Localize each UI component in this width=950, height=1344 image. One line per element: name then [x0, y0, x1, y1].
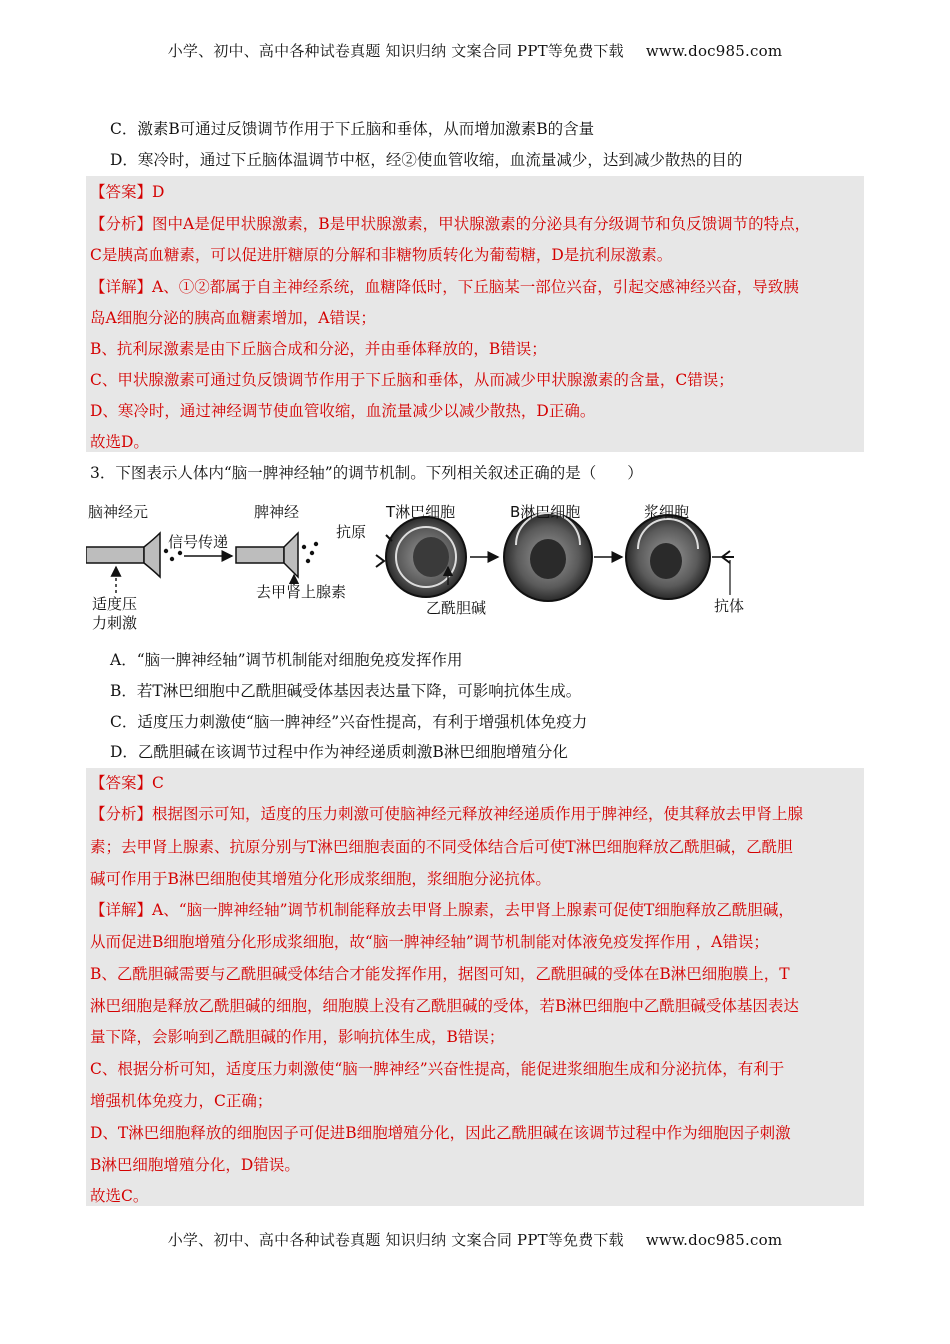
label-stimulus-1: 适度压: [92, 595, 138, 613]
vesicle-dot: [314, 542, 318, 546]
q2-analysis-line: C是胰高血糖素，可以促进肝糖原的分解和非糖物质转化为葡萄糖，D是抗利尿激素。: [90, 246, 673, 264]
page-header: [0, 40, 950, 61]
label-spleen-nerve: 脾神经: [254, 503, 300, 521]
q3-option-c: C．适度压力刺激使“脑一脾神经”兴奋性提高，有利于增强机体免疫力: [110, 713, 588, 731]
q2-analysis-line: 【分析】图中A是促甲状腺激素，B是甲状腺激素，甲状腺激素的分泌具有分级调节和负反馈调节的特点，: [90, 215, 811, 233]
vesicle-dot: [302, 545, 306, 549]
q3-option-b: B．若T淋巴细胞中乙酰胆碱受体基因表达量下降，可影响抗体生成。: [110, 682, 582, 700]
q3-analysis-line: 【分析】根据图示可知，适度的压力刺激可使脑神经元释放神经递质作用于脾神经，使其释放去甲肾上腺: [90, 805, 804, 823]
q3-detail-line: D、T淋巴细胞释放的细胞因子可促进B细胞增殖分化，因此乙酰胆碱在该调节过程中作为细胞因子刺激: [90, 1124, 791, 1142]
vesicle-dot: [310, 551, 314, 555]
q3-detail-line: 故选C。: [90, 1187, 149, 1205]
vesicle-dot: [178, 551, 182, 555]
q3-detail-line: 淋巴细胞是释放乙酰胆碱的细胞，细胞膜上没有乙酰胆碱的受体，若B淋巴细胞中乙酰胆碱受体基因表达: [90, 997, 799, 1015]
q2-detail-line: B、抗利尿激素是由下丘脑合成和分泌，并由垂体释放的，B错误；: [90, 340, 547, 358]
brain-neuron-shape: [86, 533, 160, 577]
q3-detail-line: 【详解】A、“脑一脾神经轴”调节机制能释放去甲肾上腺素，去甲肾上腺素可促使T细胞释放乙酰胆碱，: [90, 901, 794, 919]
q3-analysis-line: 碱可作用于B淋巴细胞使其增殖分化形成浆细胞，浆细胞分泌抗体。: [90, 870, 551, 888]
label-brain-neuron: 脑神经元: [88, 503, 149, 521]
q2-option-c: C．激素B可通过反馈调节作用于下丘脑和垂体，从而增加激素B的含量: [110, 120, 595, 138]
q3-detail-line: 增强机体免疫力，C正确；: [90, 1092, 273, 1110]
antibody-mark: [722, 551, 734, 563]
label-norepinephrine: 去甲肾上腺素: [256, 583, 347, 601]
q3-detail-line: 从而促进B细胞增殖分化形成浆细胞，故“脑一脾神经轴”调节机制能对体液免疫发挥作用 ，A错误；: [90, 933, 769, 951]
label-acetylcholine: 乙酰胆碱: [426, 599, 487, 617]
label-b-cell: B淋巴细胞: [510, 503, 581, 521]
label-signal: 信号传递: [168, 533, 229, 551]
q2-detail-line: 故选D。: [90, 433, 149, 451]
q2-option-d: D．寒冷时，通过下丘脑体温调节中枢，经②使血管收缩，血流量减少，达到减少散热的目的: [110, 151, 743, 169]
vesicle-dot: [170, 557, 174, 561]
q3-option-a: A．“脑一脾神经轴”调节机制能对细胞免疫发挥作用: [110, 651, 463, 669]
q2-detail-line: C、甲状腺激素可通过负反馈调节作用于下丘脑和垂体，从而减少甲状腺激素的含量，C错误；: [90, 371, 734, 389]
header-text: 小学、初中、高中各种试卷真题 知识归纳 文案合同 PPT等免费下载: [167, 42, 624, 60]
receptor-mark: [376, 555, 384, 567]
q2-answer: 【答案】D: [90, 183, 165, 201]
label-t-cell: T淋巴细胞: [386, 503, 456, 521]
spleen-nerve-shape: [236, 533, 298, 577]
label-antibody: 抗体: [714, 597, 745, 615]
q2-detail-line: 【详解】A、①②都属于自主神经系统，血糖降低时，下丘脑某一部位兴奋，引起交感神经兴奋，导致胰: [90, 278, 799, 296]
q3-analysis-line: 素；去甲肾上腺素、抗原分别与T淋巴细胞表面的不同受体结合后可使T淋巴细胞释放乙酰胆碱，乙酰胆: [90, 838, 793, 856]
q3-stem: 3．下图表示人体内“脑一脾神经轴”的调节机制。下列相关叙述正确的是（ ）: [90, 464, 643, 482]
q3-detail-line: 量下降，会影响到乙酰胆碱的作用，影响抗体生成，B错误；: [90, 1028, 505, 1046]
brain-spleen-axis-figure: [86, 495, 776, 635]
q3-detail-line: B淋巴细胞增殖分化，D错误。: [90, 1156, 300, 1174]
label-antigen: 抗原: [336, 523, 367, 541]
q3-answer: 【答案】C: [90, 774, 164, 792]
header-site: www.doc985.com: [645, 42, 783, 60]
label-plasma-cell: 浆细胞: [644, 503, 690, 521]
label-stimulus-2: 力刺激: [92, 614, 138, 632]
plasma-cell-shape: [626, 515, 710, 599]
q3-option-d: D．乙酰胆碱在该调节过程中作为神经递质刺激B淋巴细胞增殖分化: [110, 743, 568, 761]
t-cell-shape: [386, 517, 466, 597]
q3-detail-line: C、根据分析可知，适度压力刺激使“脑一脾神经”兴奋性提高，能促进浆细胞生成和分泌抗体，有利于: [90, 1060, 785, 1078]
footer-text: 小学、初中、高中各种试卷真题 知识归纳 文案合同 PPT等免费下载: [167, 1231, 624, 1249]
vesicle-dot: [306, 559, 310, 563]
footer-site: www.doc985.com: [645, 1231, 783, 1249]
q2-detail-line: D、寒冷时，通过神经调节使血管收缩，血流量减少以减少散热，D正确。: [90, 402, 596, 420]
q3-detail-line: B、乙酰胆碱需要与乙酰胆碱受体结合才能发挥作用，据图可知，乙酰胆碱的受体在B淋巴细胞膜上，T: [90, 965, 790, 983]
q2-detail-line: 岛A细胞分泌的胰高血糖素增加，A错误；: [90, 309, 376, 327]
b-cell-shape: [504, 513, 592, 601]
page-footer: [0, 1229, 950, 1250]
